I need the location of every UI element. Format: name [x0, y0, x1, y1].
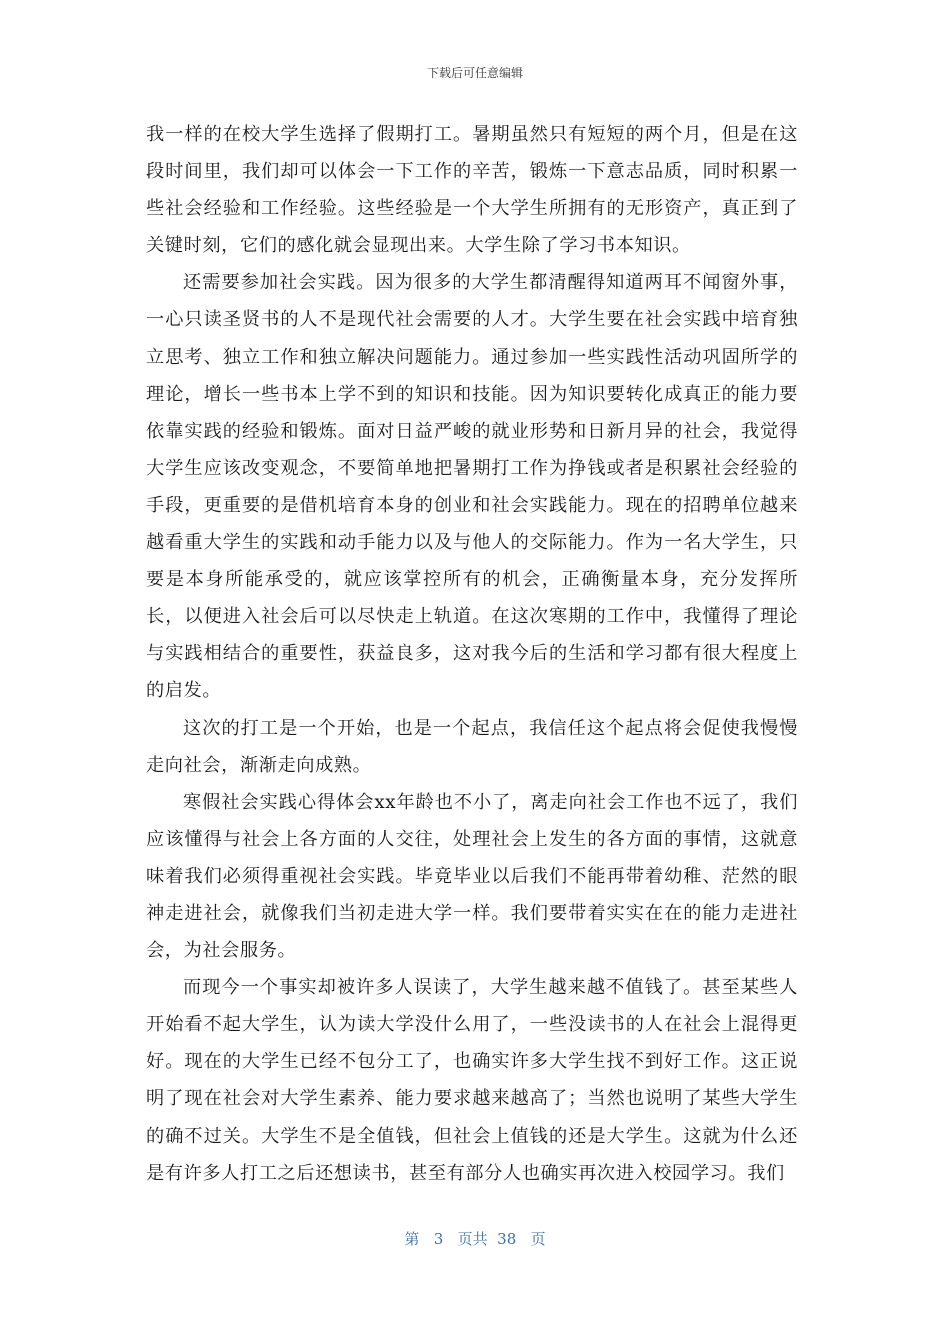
paragraph: 我一样的在校大学生选择了假期打工。暑期虽然只有短短的两个月，但是在这段时间里，我们却可以体会一下工作的辛苦，锻炼一下意志品质，同时积累一些社会经验和工作经验。这些经验是一个大学生所拥有的无形资产，真正到了关键时刻，它们的感化就会显现出来。大学生除了学习书本知识。 — [146, 124, 798, 257]
page-header: 下载后可任意编辑 — [426, 66, 523, 80]
footer-suffix: 页 — [530, 1230, 546, 1248]
page-footer — [0, 1229, 950, 1249]
footer-middle: 页共 — [457, 1230, 488, 1248]
current-page-number: 3 — [433, 1230, 444, 1248]
total-pages-number: 38 — [497, 1230, 517, 1248]
paragraph: 而现今一个事实却被许多人误读了，大学生越来越不值钱了。甚至某些人开始看不起大学生，认为读大学没什么用了，一些没读书的人在社会上混得更好。现在的大学生已经不包分工了，也确实许多大学生找不到好工作。这正说明了现在社会对大学生素养、能力要求越来越高了；当然也说明了某些大学生的确不过关。大学生不是全值钱，但社会上值钱的还是大学生。这就为什么还是有许多人打工之后还想读书，甚至有部分人也确实再次进入校园学习。我们 — [146, 977, 798, 1184]
paragraph: 寒假社会实践心得体会xx年龄也不小了，离走向社会工作也不远了，我们应该懂得与社会上各方面的人交往，处理社会上发生的各方面的事情，这就意味着我们必须得重视社会实践。毕竟毕业以后我们不能再带着幼稚、茫然的眼神走进社会，就像我们当初走进大学一样。我们要带着实实在在的能力走进社会，为社会服务。 — [146, 791, 798, 962]
paragraph: 还需要参加社会实践。因为很多的大学生都清醒得知道两耳不闻窗外事，一心只读圣贤书的人不是现代社会需要的人才。大学生要在社会实践中培育独立思考、独立工作和独立解决问题能力。通过参加一些实践性活动巩固所学的理论，增长一些书本上学不到的知识和技能。因为知识要转化成真正的能力要依靠实践的经验和锻炼。面对日益严峻的就业形势和日新月异的社会，我觉得大学生应该改变观念，不要简单地把暑期打工作为挣钱或者是积累社会经验的手段，更重要的是借机培育本身的创业和社会实践能力。现在的招聘单位越来越看重大学生的实践和动手能力以及与他人的交际能力。作为一名大学生，只要是本身所能承受的，就应该掌控所有的机会，正确衡量本身，充分发挥所长，以便进入社会后可以尽快走上轨道。在这次寒期的工作中，我懂得了理论与实践相结合的重要性，获益良多，这对我今后的生活和学习都有很大程度上的启发。 — [146, 272, 798, 702]
document-body — [146, 116, 798, 1192]
paragraph: 这次的打工是一个开始，也是一个起点，我信任这个起点将会促使我慢慢走向社会，渐渐走向成熟。 — [146, 717, 798, 776]
footer-prefix: 第 — [404, 1230, 420, 1248]
